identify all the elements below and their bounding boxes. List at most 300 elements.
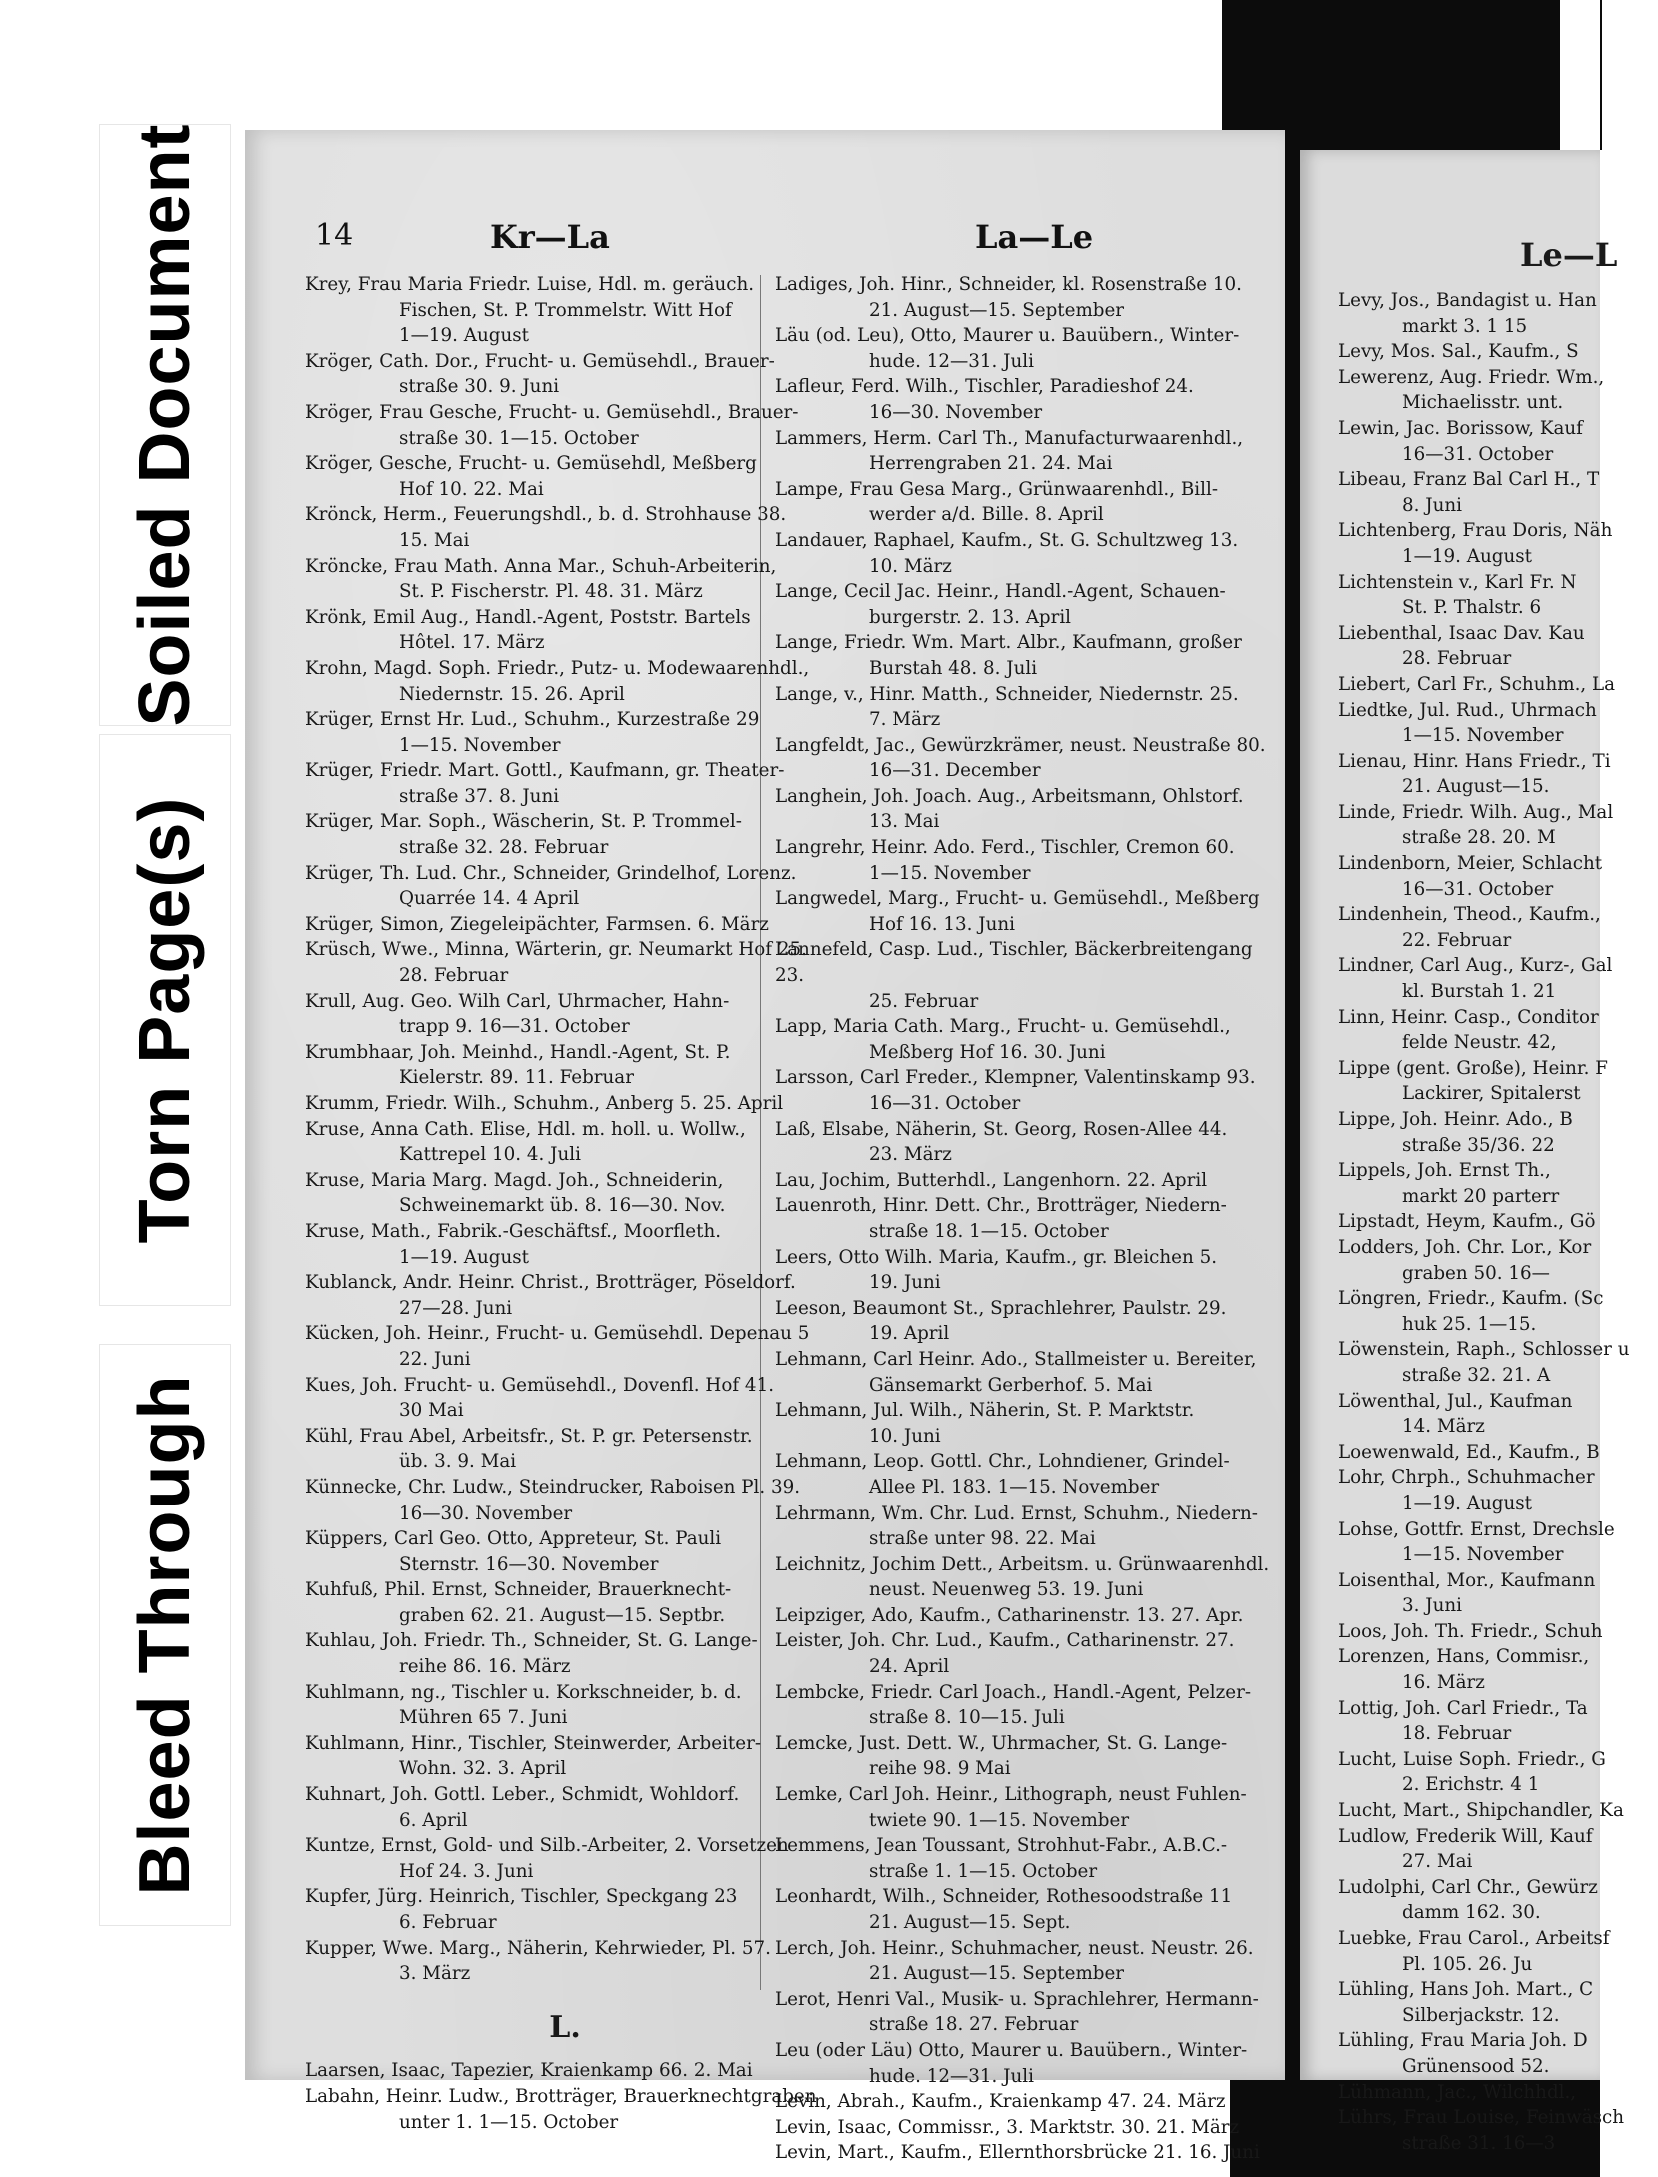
entry-continuation: twiete 90. 1—15. November: [869, 1809, 1130, 1831]
entry-line: Leeson, Beaumont St., Sprachlehrer, Paulstr. 29.: [775, 1297, 1227, 1319]
entry-continuation: markt 3. 1 15: [1402, 315, 1528, 337]
entry-line: Lehmann, Leop. Gottl. Chr., Lohndiener, Grindel-: [775, 1451, 1230, 1473]
entry-line: Kuhlmann, ng., Tischler u. Korkschneider, b. d.: [305, 1681, 742, 1703]
entry-line: Krey, Frau Maria Friedr. Luise, Hdl. m. geräuch.: [305, 274, 755, 295]
entry-continuation: 1—15. November: [1402, 725, 1564, 747]
entry-line: Lichtenstein v., Karl Fr. N: [1338, 571, 1577, 593]
entry-continuation: Lackirer, Spitalerst: [1402, 1083, 1581, 1105]
entry-line: Krüger, Friedr. Mart. Gottl., Kaufmann, gr. Theater-: [305, 760, 785, 782]
directory-entry: [305, 912, 825, 938]
entry-continuation: Kielerstr. 89. 11. Februar: [399, 1067, 634, 1089]
directory-entry: [1338, 953, 1658, 1004]
entry-line: Levin, Abrah., Kaufm., Kraienkamp 47. 24. März: [775, 2091, 1226, 2113]
entry-continuation: felde Neustr. 42,: [1402, 1032, 1557, 1054]
directory-entry: [1338, 1389, 1658, 1440]
entry-line: Liebenthal, Isaac Dav. Kau: [1338, 622, 1585, 644]
entry-continuation: üb. 3. 9. Mai: [399, 1451, 517, 1473]
entry-line: Linde, Friedr. Wilh. Aug., Mal: [1338, 801, 1614, 823]
directory-entry: [775, 1014, 1285, 1065]
entry-line: Küppers, Carl Geo. Otto, Appreteur, St. Pauli: [305, 1528, 722, 1550]
entry-line: Krüger, Simon, Ziegeleipächter, Farmsen. 6. März: [305, 913, 769, 935]
entry-line: Loos, Joh. Th. Friedr., Schuh: [1338, 1620, 1603, 1642]
directory-entry: [775, 1936, 1285, 1987]
entry-line: Künnecke, Chr. Ludw., Steindrucker, Raboisen Pl. 39.: [305, 1476, 801, 1498]
entry-line: Kröncke, Frau Math. Anna Mar., Schuh-Arbeiterin,: [305, 555, 777, 577]
entry-line: Kues, Joh. Frucht- u. Gemüsehdl., Dovenfl. Hof 41.: [305, 1374, 775, 1396]
entry-continuation: damm 162. 30.: [1402, 1902, 1541, 1924]
entry-continuation: hude. 12—31. Juli: [869, 2065, 1034, 2087]
directory-entry: [305, 809, 825, 860]
entry-line: Krüger, Mar. Soph., Wäscherin, St. P. Trommel-: [305, 811, 742, 833]
entry-line: Läu (od. Leu), Otto, Maurer u. Bauübern., Winter-: [775, 325, 1240, 347]
entry-line: Libeau, Franz Bal Carl H., T: [1338, 469, 1600, 491]
directory-entry: [305, 1526, 825, 1577]
entry-continuation: 22. Juni: [399, 1348, 471, 1370]
directory-entry: [1338, 1568, 1658, 1619]
entry-continuation: Michaelisstr. unt.: [1402, 392, 1564, 414]
entry-line: Krohn, Magd. Soph. Friedr., Putz- u. Modewaarenhdl.,: [305, 657, 810, 679]
entry-continuation: Quarrée 14. 4 April: [399, 888, 580, 910]
entry-continuation: 1—15. November: [399, 734, 561, 756]
entry-line: Lammers, Herm. Carl Th., Manufacturwaarenhdl.,: [775, 427, 1244, 449]
entry-line: Krönck, Herm., Feuerungshdl., b. d. Strohhause 38.: [305, 504, 787, 526]
entry-continuation: 27—28. Juni: [399, 1297, 513, 1319]
entry-line: Leister, Joh. Chr. Lud., Kaufm., Catharinenstr. 27.: [775, 1630, 1235, 1652]
directory-entry: [305, 2058, 825, 2084]
directory-entry: [1338, 749, 1658, 800]
entry-continuation: reihe 98. 9 Mai: [869, 1758, 1011, 1780]
directory-entry: [305, 1680, 825, 1731]
entry-continuation: straße 32. 21. A: [1402, 1364, 1551, 1386]
entry-line: Lange, Cecil Jac. Heinr., Handl.-Agent, Schauen-: [775, 581, 1226, 603]
directory-entry: [1338, 1158, 1658, 1209]
entry-continuation: 8. Juni: [1402, 494, 1462, 516]
entry-line: Lange, Friedr. Wm. Mart. Albr., Kaufmann, großer: [775, 632, 1242, 654]
entry-continuation: Meßberg Hof 16. 30. Juni: [869, 1041, 1106, 1063]
entry-continuation: straße 18. 1—15. October: [869, 1220, 1109, 1242]
entry-continuation: 10. Juni: [869, 1425, 941, 1447]
entry-line: Lewerenz, Aug. Friedr. Wm.,: [1338, 366, 1605, 388]
entry-line: Laarsen, Isaac, Tapezier, Kraienkamp 66. 2. Mai: [305, 2060, 753, 2082]
directory-entry: [775, 1731, 1285, 1782]
entry-continuation: 1—19. August: [1402, 545, 1532, 567]
directory-entry: [775, 682, 1285, 733]
left-column: [305, 272, 825, 2135]
directory-entry: [305, 1117, 825, 1168]
entry-line: Levy, Mos. Sal., Kaufm., S: [1338, 341, 1579, 363]
entry-continuation: neust. Neuenweg 53. 19. Juni: [869, 1579, 1144, 1601]
entry-line: Lindner, Carl Aug., Kurz-, Gal: [1338, 955, 1613, 977]
directory-entry: [1338, 288, 1658, 339]
left-entries: [305, 272, 825, 1987]
entry-line: Lucht, Luise Soph. Friedr., G: [1338, 1748, 1606, 1770]
directory-entry: [305, 1091, 825, 1117]
entry-continuation: 24. April: [869, 1656, 950, 1678]
entry-line: Lindenborn, Meier, Schlacht: [1338, 853, 1603, 875]
next-page-partial: [1300, 150, 1630, 2154]
entry-line: Kröger, Gesche, Frucht- u. Gemüsehdl, Meßberg: [305, 453, 757, 475]
entry-line: Lewin, Jac. Borissow, Kauf: [1338, 417, 1583, 439]
entry-line: Lühling, Hans Joh. Mart., C: [1338, 1979, 1594, 2001]
directory-entry: [775, 835, 1285, 886]
entry-continuation: straße 1. 1—15. October: [869, 1860, 1098, 1882]
directory-entry: [775, 1449, 1285, 1500]
entry-continuation: unter 1. 1—15. October: [399, 2111, 619, 2133]
directory-entry: [1338, 365, 1658, 416]
entry-line: Lippe, Joh. Heinr. Ado., B: [1338, 1109, 1573, 1130]
entry-continuation: 1—19. August: [399, 325, 529, 347]
directory-entry: [775, 2115, 1285, 2141]
directory-entry: [1338, 1747, 1658, 1798]
directory-entry: [1338, 1209, 1658, 1235]
entry-line: Liebert, Carl Fr., Schuhm., La: [1338, 673, 1616, 695]
entry-line: Lippels, Joh. Ernst Th.,: [1338, 1160, 1551, 1182]
entry-continuation: 1—19. August: [1402, 1492, 1532, 1514]
entry-continuation: 21. August—15.: [1402, 776, 1550, 798]
entry-line: Lau, Jochim, Butterhdl., Langenhorn. 22. April: [775, 1169, 1208, 1191]
entry-line: Langrehr, Heinr. Ado. Ferd., Tischler, Cremon 60.: [775, 837, 1235, 859]
directory-entry: [1338, 2080, 1658, 2106]
entry-line: Lemke, Carl Joh. Heinr., Lithograph, neust Fuhlen-: [775, 1784, 1247, 1806]
directory-entry: [305, 758, 825, 809]
directory-entry: [775, 1117, 1285, 1168]
directory-entry: [305, 1833, 825, 1884]
entry-line: Lühmann, Jac., Wilchhdl.,: [1338, 2081, 1577, 2103]
entry-continuation: Silberjackstr. 12.: [1402, 2004, 1560, 2026]
entry-continuation: St. P. Fischerstr. Pl. 48. 31. März: [399, 581, 703, 603]
entry-line: Krull, Aug. Geo. Wilh Carl, Uhrmacher, Hahn-: [305, 990, 730, 1012]
directory-entry: [775, 323, 1285, 374]
entry-line: Larsson, Carl Freder., Klempner, Valentinskamp 93.: [775, 1067, 1256, 1089]
entry-continuation: trapp 9. 16—31. October: [399, 1016, 630, 1038]
directory-entry: [1338, 467, 1658, 518]
entry-line: Kuhnart, Joh. Gottl. Leber., Schmidt, Wohldorf.: [305, 1784, 740, 1806]
entry-line: Leichnitz, Jochim Dett., Arbeitsm. u. Grünwaarenhdl.: [775, 1553, 1270, 1575]
entry-line: Langwedel, Marg., Frucht- u. Gemüsehdl., Meßberg: [775, 888, 1260, 910]
entry-continuation: Fischen, St. P. Trommelstr. Witt Hof: [399, 299, 732, 321]
directory-page: [245, 130, 1285, 2164]
directory-entry: [775, 1245, 1285, 1296]
directory-entry: [775, 2089, 1285, 2115]
entry-continuation: 18. Februar: [1402, 1723, 1512, 1745]
directory-entry: [775, 630, 1285, 681]
right-column: [765, 272, 1285, 2166]
entry-continuation: graben 50. 16—: [1402, 1262, 1550, 1284]
directory-entry: [1338, 902, 1658, 953]
entry-continuation: Grünensood 52.: [1402, 2055, 1550, 2077]
entry-line: Levin, Isaac, Commissr., 3. Marktstr. 30. 21. März: [775, 2116, 1240, 2138]
entry-continuation: Herrengraben 21. 24. Mai: [869, 453, 1113, 475]
directory-entry: [305, 1321, 825, 1372]
directory-entry: [305, 861, 825, 912]
directory-entry: [305, 1040, 825, 1091]
entry-continuation: 1—15. November: [1402, 1544, 1564, 1566]
entry-line: Lehmann, Jul. Wilh., Näherin, St. P. Marktstr.: [775, 1400, 1195, 1422]
directory-entry: [775, 1603, 1285, 1629]
entry-line: Lannefeld, Casp. Lud., Tischler, Bäckerbreitengang 23.: [775, 939, 1253, 987]
directory-entry: [1338, 1107, 1658, 1158]
entry-continuation: 19. April: [869, 1323, 950, 1345]
torn-pages-text: Torn Page(s): [125, 796, 205, 1244]
directory-entry: [305, 1936, 825, 1987]
entry-continuation: Allee Pl. 183. 1—15. November: [869, 1476, 1160, 1498]
directory-entry: [775, 2140, 1285, 2166]
entry-line: Lippe (gent. Große), Heinr. F: [1338, 1057, 1608, 1079]
entry-line: Kublanck, Andr. Heinr. Christ., Brotträger, Pöseldorf.: [305, 1272, 796, 1294]
directory-entry: [1338, 1056, 1658, 1107]
entry-line: Lemcke, Just. Dett. W., Uhrmacher, St. G. Lange-: [775, 1732, 1228, 1754]
entry-continuation: Hof 24. 3. Juni: [399, 1860, 534, 1882]
entry-line: Lemmens, Jean Toussant, Strohhut-Fabr., A.B.C.-: [775, 1835, 1228, 1857]
entry-line: Ludlow, Frederik Will, Kauf: [1338, 1825, 1593, 1847]
next-page-header: Le—L: [1520, 236, 1618, 274]
directory-entry: [305, 1731, 825, 1782]
entry-line: Lucht, Mart., Shipchandler, Ka: [1338, 1800, 1624, 1822]
entry-continuation: 21. August—15. September: [869, 299, 1125, 321]
entry-line: Kröger, Cath. Dor., Frucht- u. Gemüsehdl., Brauer-: [305, 350, 775, 372]
directory-entry: [305, 451, 825, 502]
entry-line: Lehmann, Carl Heinr. Ado., Stallmeister u. Bereiter,: [775, 1348, 1257, 1370]
entry-line: Lerch, Joh. Heinr., Schuhmacher, neust. Neustr. 26.: [775, 1937, 1254, 1959]
entry-line: Krüger, Th. Lud. Chr., Schneider, Grindelhof, Lorenz.: [305, 862, 797, 884]
directory-entry: [775, 1628, 1285, 1679]
soiled-document-text: Soiled Document: [125, 123, 205, 727]
entry-continuation: 7. März: [869, 709, 941, 731]
directory-entry: [775, 1296, 1285, 1347]
entry-continuation: 27. Mai: [1402, 1851, 1473, 1873]
entry-line: Krüger, Ernst Hr. Lud., Schuhm., Kurzestraße 29: [305, 709, 760, 731]
entry-line: Lienau, Hinr. Hans Friedr., Ti: [1338, 750, 1611, 772]
entry-line: Luebke, Frau Carol., Arbeitsf: [1338, 1928, 1610, 1949]
directory-entry: [1338, 1337, 1658, 1388]
entry-line: Landauer, Raphael, Kaufm., St. G. Schultzweg 13.: [775, 529, 1239, 551]
entry-continuation: 21. August—15. September: [869, 1963, 1125, 1985]
entry-line: Kröger, Frau Gesche, Frucht- u. Gemüsehdl., Brauer-: [305, 401, 799, 423]
left-entries-after: [305, 2058, 825, 2135]
entry-line: Ludolphi, Carl Chr., Gewürz: [1338, 1876, 1598, 1898]
directory-entry: [305, 554, 825, 605]
entry-continuation: 16—31. December: [869, 760, 1041, 782]
directory-entry: [1338, 1875, 1658, 1926]
entry-continuation: Sternstr. 16—30. November: [399, 1553, 659, 1575]
directory-entry: [775, 1884, 1285, 1935]
entry-continuation: 25. Februar: [869, 990, 979, 1012]
entry-line: Loisenthal, Mor., Kaufmann: [1338, 1569, 1596, 1591]
entry-continuation: Gänsemarkt Gerberhof. 5. Mai: [869, 1374, 1153, 1396]
entry-continuation: Pl. 105. 26. Ju: [1402, 1953, 1533, 1975]
directory-entry: [305, 1884, 825, 1935]
entry-continuation: hude. 12—31. Juli: [869, 350, 1034, 372]
entry-continuation: straße 35/36. 22: [1402, 1134, 1555, 1156]
entry-line: Kruse, Anna Cath. Elise, Hdl. m. holl. u. Wollw.,: [305, 1118, 746, 1140]
entry-continuation: 23. März: [869, 1144, 952, 1166]
entry-line: Linn, Heinr. Casp., Conditor: [1338, 1006, 1599, 1028]
directory-entry: [775, 2038, 1285, 2089]
entry-continuation: 3. März: [399, 1963, 471, 1985]
directory-entry: [1338, 1286, 1658, 1337]
entry-line: Kuntze, Ernst, Gold- und Silb.-Arbeiter, 2. Vorsetzen: [305, 1835, 789, 1857]
entry-line: Lipstadt, Heym, Kaufm., Gö: [1338, 1211, 1596, 1233]
entry-continuation: 1—15. November: [869, 862, 1031, 884]
entry-line: Krönk, Emil Aug., Handl.-Agent, Poststr. Bartels: [305, 606, 751, 628]
directory-entry: [1338, 1465, 1658, 1516]
entry-line: Lange, v., Hinr. Matth., Schneider, Niedernstr. 25.: [775, 683, 1239, 705]
entry-continuation: straße 37. 8. Juni: [399, 785, 560, 807]
directory-entry: [775, 886, 1285, 937]
entry-continuation: St. P. Thalstr. 6: [1402, 597, 1542, 619]
directory-entry: [775, 374, 1285, 425]
directory-entry: [775, 1987, 1285, 2038]
background-white-strip: [1560, 0, 1600, 150]
directory-entry: [305, 989, 825, 1040]
entry-line: Lohr, Chrph., Schuhmacher: [1338, 1467, 1595, 1489]
entry-line: Kruse, Maria Marg. Magd. Joh., Schneiderin,: [305, 1169, 724, 1191]
entry-continuation: 22. Februar: [1402, 929, 1512, 951]
directory-entry: [775, 1168, 1285, 1194]
directory-entry: [1338, 1696, 1658, 1747]
running-header-left: Kr—La: [490, 218, 610, 256]
entry-line: Lührs, Frau Louise, Feinwäsch: [1338, 2107, 1624, 2129]
entry-line: Laß, Elsabe, Näherin, St. Georg, Rosen-Allee 44.: [775, 1118, 1228, 1140]
directory-entry: [1338, 1619, 1658, 1645]
entry-continuation: 28. Februar: [399, 965, 509, 987]
entry-line: Ladiges, Joh. Hinr., Schneider, kl. Rosenstraße 10.: [775, 274, 1242, 295]
entry-continuation: Niedernstr. 15. 26. April: [399, 683, 625, 705]
entry-continuation: straße 32. 28. Februar: [399, 837, 609, 859]
entry-continuation: 16—30. November: [399, 1502, 573, 1524]
directory-entry: [1338, 1926, 1658, 1977]
directory-entry: [305, 605, 825, 656]
directory-entry: [1338, 672, 1658, 698]
directory-entry: [1338, 2028, 1658, 2079]
directory-entry: [775, 426, 1285, 477]
directory-entry: [305, 272, 825, 349]
entry-continuation: straße 28. 20. M: [1402, 827, 1556, 849]
directory-entry: [1338, 698, 1658, 749]
entry-continuation: straße 31. 16—3: [1402, 2132, 1556, 2154]
entry-line: Krumm, Friedr. Wilh., Schuhm., Anberg 5. 25. April: [305, 1093, 784, 1114]
directory-entry: [305, 349, 825, 400]
entry-line: Lindenhein, Theod., Kaufm.,: [1338, 904, 1601, 926]
entry-continuation: 21. August—15. Sept.: [869, 1912, 1071, 1933]
directory-entry: [775, 477, 1285, 528]
directory-entry: [775, 1398, 1285, 1449]
directory-entry: [775, 272, 1285, 323]
entry-continuation: huk 25. 1—15.: [1402, 1313, 1537, 1335]
entry-continuation: straße 30. 1—15. October: [399, 427, 639, 449]
entry-line: Lehrmann, Wm. Chr. Lud. Ernst, Schuhm., Niedern-: [775, 1502, 1258, 1524]
entry-line: Löwenthal, Jul., Kaufman: [1338, 1390, 1573, 1412]
directory-entry: [1338, 2105, 1658, 2156]
entry-continuation: 6. Februar: [399, 1912, 497, 1933]
directory-entry: [305, 1782, 825, 1833]
bleed-through-label: [100, 1345, 230, 1925]
entry-continuation: Kattrepel 10. 4. Juli: [399, 1144, 581, 1166]
entry-line: Kuhlmann, Hinr., Tischler, Steinwerder, Arbeiter-: [305, 1732, 762, 1754]
entry-continuation: Schweinemarkt üb. 8. 16—30. Nov.: [399, 1195, 726, 1217]
directory-entry: [1338, 416, 1658, 467]
directory-entry: [1338, 621, 1658, 672]
entry-continuation: burgerstr. 2. 13. April: [869, 606, 1072, 628]
entry-line: Lühling, Frau Maria Joh. D: [1338, 2030, 1588, 2052]
soiled-document-label: [100, 125, 230, 725]
entry-continuation: Hôtel. 17. März: [399, 632, 545, 654]
entry-continuation: 6. April: [399, 1809, 468, 1831]
entry-continuation: 16—31. October: [869, 1093, 1021, 1114]
directory-entry: [305, 1270, 825, 1321]
entry-line: Kücken, Joh. Heinr., Frucht- u. Gemüsehdl. Depenau 5: [305, 1323, 810, 1345]
directory-entry: [1338, 518, 1658, 569]
entry-continuation: 13. Mai: [869, 811, 940, 833]
directory-entry: [1338, 1977, 1658, 2028]
entry-line: Lauenroth, Hinr. Dett. Chr., Brotträger, Niedern-: [775, 1195, 1227, 1217]
directory-entry: [1338, 1517, 1658, 1568]
directory-entry: [775, 937, 1285, 1014]
entry-continuation: 14. März: [1402, 1416, 1485, 1438]
directory-entry: [305, 937, 825, 988]
entry-continuation: 16. März: [1402, 1672, 1485, 1694]
entry-continuation: kl. Burstah 1. 21: [1402, 981, 1557, 1003]
section-letter: L.: [549, 2009, 581, 2045]
entry-line: Kuhlau, Joh. Friedr. Th., Schneider, St. G. Lange-: [305, 1630, 758, 1652]
directory-entry: [305, 1577, 825, 1628]
entry-continuation: werder a/d. Bille. 8. April: [869, 504, 1104, 526]
entry-continuation: Hof 16. 13. Juni: [869, 913, 1016, 935]
directory-entry: [1338, 1440, 1658, 1466]
entry-continuation: 15. Mai: [399, 529, 470, 551]
entry-line: Löwenstein, Raph., Schlosser u: [1338, 1339, 1630, 1361]
directory-entry: [775, 1833, 1285, 1884]
entry-line: Levy, Jos., Bandagist u. Han: [1338, 290, 1597, 311]
directory-entry: [305, 656, 825, 707]
directory-entry: [775, 528, 1285, 579]
directory-entry: [305, 2084, 825, 2135]
directory-entry: [775, 1065, 1285, 1116]
entry-line: Kuhfuß, Phil. Ernst, Schneider, Brauerknecht-: [305, 1579, 732, 1601]
directory-entry: [305, 1373, 825, 1424]
entry-line: Kupfer, Jürg. Heinrich, Tischler, Speckgang 23: [305, 1886, 738, 1908]
directory-entry: [775, 733, 1285, 784]
directory-entry: [305, 707, 825, 758]
entry-continuation: 16—31. October: [1402, 443, 1554, 465]
right-entries: [775, 272, 1285, 2166]
entry-line: Leu (oder Läu) Otto, Maurer u. Bauübern., Winter-: [775, 2039, 1248, 2061]
entry-continuation: Hof 10. 22. Mai: [399, 478, 544, 500]
entry-line: Lichtenberg, Frau Doris, Näh: [1338, 520, 1613, 542]
entry-continuation: 1—19. August: [399, 1246, 529, 1268]
directory-entry: [1338, 339, 1658, 365]
next-page-column: [1338, 288, 1658, 2156]
entry-line: Kruse, Math., Fabrik.-Geschäftsf., Moorfleth.: [305, 1220, 722, 1242]
torn-pages-label: [100, 735, 230, 1305]
entry-continuation: Burstah 48. 8. Juli: [869, 657, 1038, 679]
directory-entry: [1338, 851, 1658, 902]
directory-entry: [775, 1193, 1285, 1244]
entry-continuation: 19. Juni: [869, 1272, 941, 1294]
entry-line: Lapp, Maria Cath. Marg., Frucht- u. Gemüsehdl.,: [775, 1016, 1231, 1038]
entry-continuation: 3. Juni: [1402, 1595, 1462, 1617]
entry-continuation: 16—30. November: [869, 401, 1043, 423]
directory-entry: [305, 400, 825, 451]
entry-line: Krüsch, Wwe., Minna, Wärterin, gr. Neumarkt Hof 25.: [305, 939, 807, 961]
directory-entry: [305, 502, 825, 553]
bleed-through-text: Bleed Through: [125, 1374, 205, 1896]
entry-line: Löngren, Friedr., Kaufm. (Sc: [1338, 1288, 1604, 1310]
running-header-right: La—Le: [975, 218, 1094, 256]
directory-entry: [775, 1501, 1285, 1552]
entry-line: Lorenzen, Hans, Commisr.,: [1338, 1646, 1590, 1668]
entry-line: Loewenwald, Ed., Kaufm., B: [1338, 1441, 1600, 1463]
